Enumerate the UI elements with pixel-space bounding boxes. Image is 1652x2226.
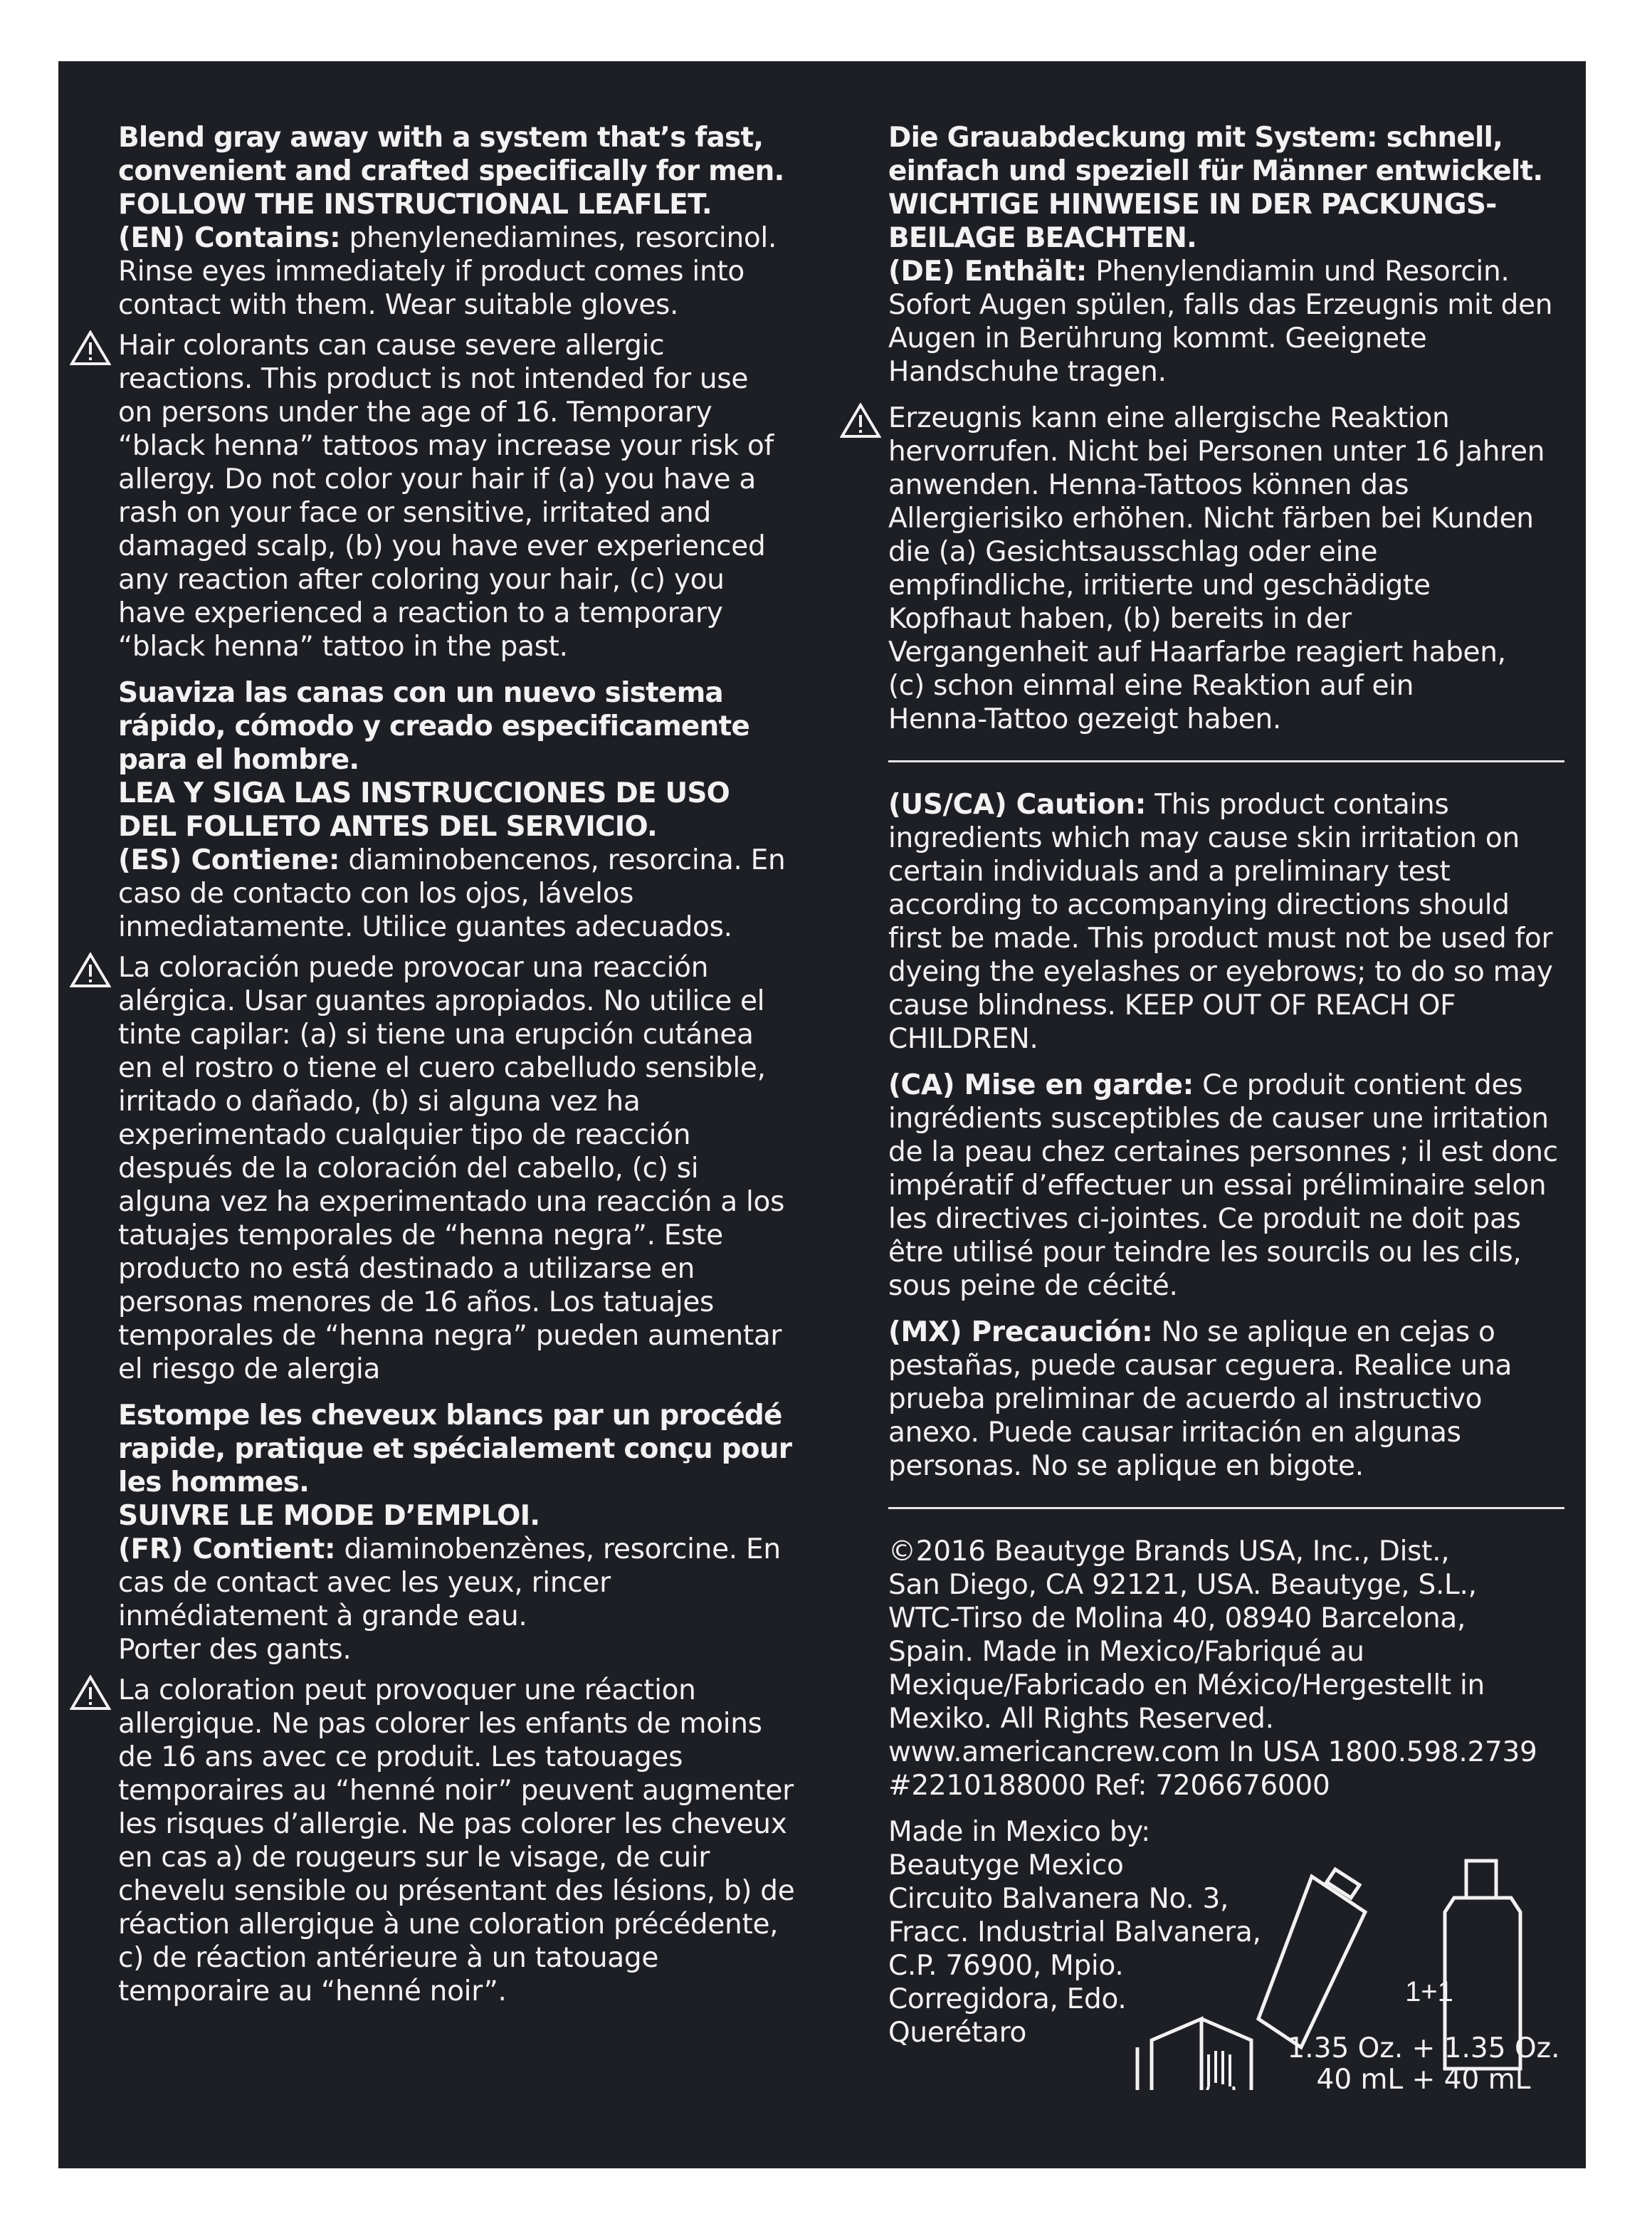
es-intro-1: Suaviza las canas con un nuevo sistema [118,677,723,709]
de-intro-4: BEILAGE BEACHTEN. [888,222,1197,254]
en-intro-3: FOLLOW THE INSTRUCTIONAL LEAFLET. [118,189,712,221]
us-caution-5: first be made. This product must not be used for [888,923,1553,955]
de-warning-4: Allergierisiko erhöhen. Nicht färben bei Kunden [888,503,1534,535]
mx-warning-label: (MX) Precaución: [888,1316,1153,1348]
es-warning-12: temporales de “henna negra” pueden aumentar [118,1320,782,1352]
made-line-4: Fracc. Industrial Balvanera, [888,1916,1261,1948]
fr-warning-7: chevelu sensible ou présentant des lésions, b) de [118,1875,795,1907]
warning-triangle-icon [70,330,111,366]
mx-warning-4: anexo. Puede causar irritación en algunas [888,1417,1461,1449]
made-line-1: Made in Mexico by: [888,1816,1150,1848]
mx-warning-2: pestañas, puede causar ceguera. Realice una [888,1350,1512,1382]
us-caution-2: ingredients which may cause skin irritation on [888,822,1520,854]
en-contains-3: contact with them. Wear suitable gloves. [118,289,679,321]
us-caution-label: (US/CA) Caution: [888,789,1147,821]
es-warning-7: después de la coloración del cabello, (c) si [118,1153,699,1185]
fr-intro-1: Estompe les cheveux blancs par un procédé [118,1400,782,1432]
de-contains-4: Handschuhe tragen. [888,356,1167,388]
de-warning-2: hervorrufen. Nicht bei Personen unter 16 Jahren [888,436,1545,468]
us-caution-1 [888,788,1629,821]
ca-warning-text: Ce produit contient des [1193,1069,1523,1101]
ca-warning-1 [888,1069,1629,1102]
en-warning-1: Hair colorants can cause severe allergic [118,330,665,362]
legal-line-5: Mexique/Fabricado en México/Hergestellt in [888,1669,1485,1701]
en-warning-3: on persons under the age of 16. Temporary [118,397,712,429]
es-warning-3: tinte capilar: (a) si tiene una erupción cutánea [118,1019,754,1051]
es-warning [118,951,858,1386]
en-warning-10: “black henna” tattoo in the past. [118,631,568,663]
quantity-block [1267,2033,1580,2096]
us-caution-6: dyeing the eyelashes or eyebrows; to do so may [888,956,1553,988]
us-caution-7: cause blindness. KEEP OUT OF REACH OF [888,989,1456,1022]
warning-triangle-icon [70,952,111,988]
de-warning-3: anwenden. Henna-Tattoos können das [888,469,1409,501]
fr-warning-2: allergique. Ne pas colorer les enfants de moins [118,1708,762,1740]
quantity-ml: 40 mL + 40 mL [1316,2064,1531,2096]
ratio-text: 1+1 [1405,1976,1453,2007]
left-column [118,121,858,2008]
legal-line-6: Mexiko. All Rights Reserved. [888,1703,1274,1735]
fr-contains-label: (FR) Contient: [118,1533,336,1565]
en-warning-2: reactions. This product is not intended for use [118,363,749,395]
fr-intro-4: SUIVRE LE MODE D’EMPLOI. [118,1500,540,1532]
hand-reading-leaflet-icon [1137,2019,1251,2090]
es-warning-10: producto no está destinado a utilizarse en [118,1253,695,1285]
mx-warning-5: personas. No se aplique en bigote. [888,1450,1364,1482]
es-warning-8: alguna vez ha experimentado una reacción a los [118,1186,785,1218]
us-caution-3: certain individuals and a preliminary test [888,856,1451,888]
en-warning-4: “black henna” tattoos may increase your risk of [118,430,774,462]
mx-warning-1 [888,1316,1629,1349]
de-contains-label: (DE) Enthält: [888,256,1088,288]
de-intro-3: WICHTIGE HINWEISE IN DER PACKUNGS- [888,189,1497,221]
es-contains-1 [118,844,858,877]
en-intro-1: Blend gray away with a system that’s fast, [118,122,764,154]
quantity-oz: 1.35 Oz. + 1.35 Oz. [1287,2032,1560,2064]
ca-warning-3: de la peau chez certaines personnes ; il est donc [888,1136,1558,1168]
de-intro-1: Die Grauabdeckung mit System: schnell, [888,122,1503,154]
de-warning-7: Kopfhaut haben, (b) bereits in der [888,603,1352,635]
es-warning-4: en el rostro o tiene el cuero cabelludo sensible, [118,1052,766,1084]
ca-warning-4: impératif d’effectuer un essai préliminaire selon [888,1170,1547,1202]
en-warning-9: have experienced a reaction to a temporary [118,597,723,629]
de-warning-6: empfindliche, irritierte und geschädigte [888,569,1431,602]
fr-warning [118,1674,858,2008]
es-warning-6: experimentado cualquier tipo de reacción [118,1119,691,1151]
en-contains-text: phenylenediamines, resorcinol. [340,222,777,254]
en-warning-6: rash on your face or sensitive, irritated and [118,497,711,529]
en-contains-1 [118,221,858,255]
ca-warning-2: ingrédients susceptibles de causer une irritation [888,1103,1549,1135]
fr-contains-2: cas de contact avec les yeux, rincer [118,1567,611,1599]
de-warning-8: Vergangenheit auf Haarfarbe reagiert haben, [888,636,1506,668]
fr-intro-2: rapide, pratique et spécialement conçu pour [118,1433,792,1465]
de-contains-3: Augen in Berührung kommt. Geeignete [888,322,1427,355]
es-intro-4: LEA Y SIGA LAS INSTRUCCIONES DE USO [118,777,730,809]
made-line-3: Circuito Balvanera No. 3, [888,1883,1229,1915]
es-warning-1: La coloración puede provocar una reacción [118,952,709,984]
made-line-7: Querétaro [888,2017,1027,2049]
section-divider [888,1507,1564,1509]
es-contains-3: inmediatamente. Utilice guantes adecuados. [118,911,732,943]
es-contains-2: caso de contacto con los ojos, lávelos [118,878,634,910]
ca-warning-5: les directives ci-jointes. Ce produit ne doit pas [888,1203,1521,1235]
us-caution-8: CHILDREN. [888,1023,1038,1055]
en-warning [118,329,858,663]
ca-warning-7: sous peine de cécité. [888,1270,1178,1302]
es-warning-9: tatuajes temporales de “henna negra”. Este [118,1219,723,1251]
fr-intro-3: les hommes. [118,1466,310,1498]
fr-contains-3: inmédiatement à grande eau. [118,1600,527,1632]
us-caution-text: This product contains [1146,789,1449,821]
legal-line-2: San Diego, CA 92121, USA. Beautyge, S.L., [888,1569,1477,1601]
fr-contains-4: Porter des gants. [118,1634,352,1666]
fr-contains-text: diaminobenzènes, resorcine. En [335,1533,781,1565]
ca-warning-6: être utilisé pour teindre les sourcils ou les cils, [888,1237,1522,1269]
es-warning-13: el riesgo de alergia [118,1353,381,1385]
de-warning [888,401,1629,736]
en-contains-label: (EN) Contains: [118,222,341,254]
section-divider [888,760,1564,762]
es-warning-5: irritado o dañado, (b) si alguna vez ha [118,1086,641,1118]
legal-line-1: ©2016 Beautyge Brands USA, Inc., Dist., [888,1535,1450,1568]
fr-warning-4: temporaires au “henné noir” peuvent augmenter [118,1775,794,1807]
es-intro-5: DEL FOLLETO ANTES DEL SERVICIO. [118,811,657,843]
ca-warning-label: (CA) Mise en garde: [888,1069,1194,1101]
legal-line-3: WTC-Tirso de Molina 40, 08940 Barcelona, [888,1602,1466,1634]
mx-warning-text: No se aplique en cejas o [1152,1316,1495,1348]
de-warning-5: die (a) Gesichtsausschlag oder eine [888,536,1378,568]
es-contains-label: (ES) Contiene: [118,844,340,876]
right-column [888,121,1629,2049]
en-intro-2: convenient and crafted specifically for men. [118,155,784,187]
de-contains-text: Phenylendiamin und Resorcin. [1087,256,1510,288]
es-warning-11: personas menores de 16 años. Los tatuajes [118,1286,715,1318]
de-warning-9: (c) schon einmal eine Reaktion auf ein [888,670,1414,702]
es-warning-2: alérgica. Usar guantes apropiados. No utilice el [118,985,765,1017]
de-contains-2: Sofort Augen spülen, falls das Erzeugnis mit den [888,289,1553,321]
es-intro-3: para el hombre. [118,744,359,776]
en-contains-2: Rinse eyes immediately if product comes into [118,256,745,288]
es-intro-2: rápido, cómodo y creado especificamente [118,710,750,742]
legal-line-4: Spain. Made in Mexico/Fabriqué au [888,1636,1364,1668]
fr-warning-5: les risques d’allergie. Ne pas colorer les cheveux [118,1808,787,1840]
fr-warning-10: temporaire au “henné noir”. [118,1975,507,2007]
fr-warning-3: de 16 ans avec ce produit. Les tatouages [118,1741,683,1773]
fr-warning-9: c) de réaction antérieure à un tatouage [118,1942,659,1974]
fr-contains-1 [118,1533,858,1566]
made-line-5: C.P. 76900, Mpio. [888,1950,1124,1982]
warning-triangle-icon [840,403,881,439]
de-warning-10: Henna-Tattoo gezeigt haben. [888,703,1281,735]
en-warning-5: allergy. Do not color your hair if (a) you have a [118,463,756,495]
de-intro-2: einfach und speziell für Männer entwickelt. [888,155,1543,187]
us-caution-4: according to accompanying directions should [888,889,1510,921]
warning-triangle-icon [70,1675,111,1711]
fr-warning-1: La coloration peut provoquer une réaction [118,1674,696,1706]
de-contains-1 [888,255,1629,288]
tube-icon [1258,1869,1365,2047]
made-line-6: Corregidora, Edo. [888,1983,1127,2015]
fr-warning-8: réaction allergique à une coloration précédente, [118,1909,779,1941]
en-warning-7: damaged scalp, (b) you have ever experienced [118,530,766,562]
fr-warning-6: en cas a) de rougeurs sur le visage, de cuir [118,1842,710,1874]
mx-warning-3: prueba preliminar de acuerdo al instructivo [888,1383,1483,1415]
made-line-2: Beautyge Mexico [888,1849,1124,1881]
de-warning-1: Erzeugnis kann eine allergische Reaktion [888,402,1450,434]
en-warning-8: any reaction after coloring your hair, (c) you [118,564,725,596]
legal-line-8: #2210188000 Ref: 7206676000 [888,1770,1330,1802]
legal-line-7: www.americancrew.com In USA 1800.598.2739 [888,1736,1537,1768]
es-contains-text: diaminobencenos, resorcina. En [340,844,786,876]
